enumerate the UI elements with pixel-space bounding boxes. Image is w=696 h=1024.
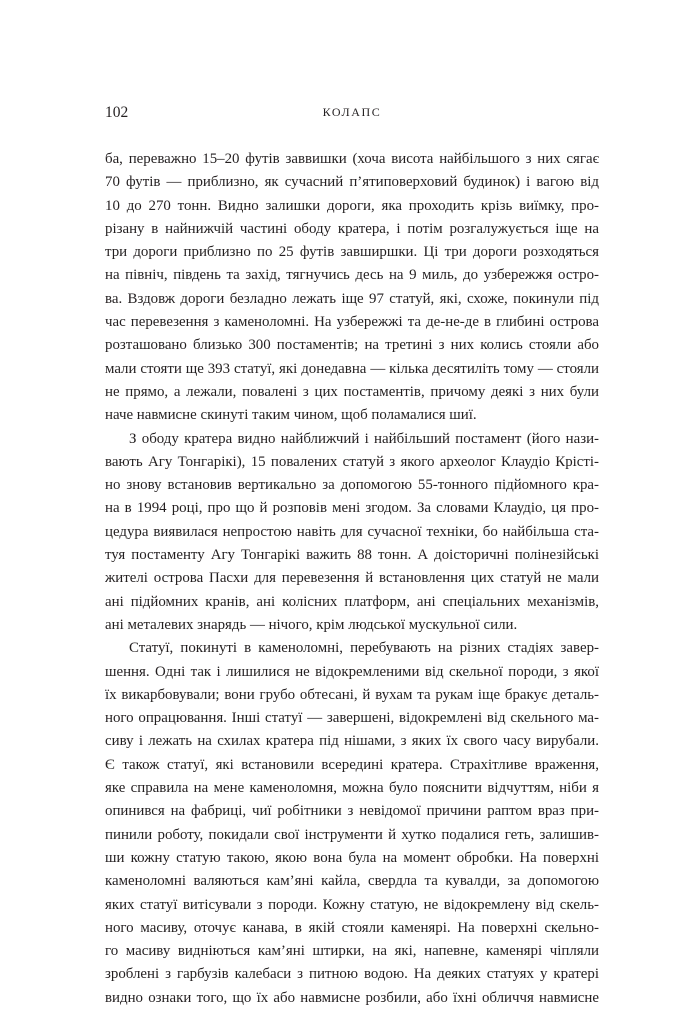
text-line: на в 1994 році, про що й розповів мені згодом. За словами Клаудіо, ця про- <box>105 500 599 517</box>
paragraph <box>105 148 599 428</box>
text-line: ані підйомних кранів, ані колісних платформ, ані спеціальних механізмів, <box>105 593 599 610</box>
text-line: наче навмисне скинуті таким чином, щоб поламалися шиї. <box>105 407 477 424</box>
text-line: го масиву видніються кам’яні штирки, на які, напевне, каменярі чіпляли <box>105 943 599 960</box>
text-line: ного масиву, оточує канава, в якій стояли каменярі. На поверхні скельно- <box>105 919 599 936</box>
text-line: 10 до 270 тонн. Видно залишки дороги, яка проходить крізь виїмку, про- <box>105 197 599 214</box>
text-line: но знову встановив вертикально за допомогою 55-тонного підйомного кра- <box>105 477 599 494</box>
body-text <box>105 148 599 1010</box>
text-line: шення. Одні так і лишилися не відокремленими від скельної породи, з якої <box>105 663 599 680</box>
text-line: видно ознаки того, що їх або навмисне розбили, або їхні обличчя навмисне <box>105 989 599 1006</box>
text-line: на північ, південь та захід, тягнучись десь на 9 миль, до узбережжя остро- <box>105 267 599 284</box>
page-header <box>105 104 599 124</box>
text-line: цедура виявилася непростою навіть для сучасної техніки, бо найбільша ста- <box>105 523 599 540</box>
text-line: сиву і лежать на схилах кратера під нішами, з яких їх свого часу вирубали. <box>105 733 599 750</box>
text-line: три дороги приблизно по 25 футів завширшки. Ці три дороги розходяться <box>105 244 599 261</box>
text-line: каменоломні валяються кам’яні кайла, свердла та кувалди, за допомогою <box>105 873 599 890</box>
text-line: 70 футів — приблизно, як сучасний п’ятиповерховий будинок) і вагою від <box>105 174 599 191</box>
text-line: мали стояти ще 393 статуї, які донедавна — кілька десятиліть тому — стояли <box>105 360 599 377</box>
text-line: Статуї, покинуті в каменоломні, перебувають на різних стадіях завер- <box>129 640 599 657</box>
text-line: яке справила на мене каменоломня, можна було пояснити відчуттям, ніби я <box>105 780 599 797</box>
running-title: КОЛАПС <box>322 105 382 119</box>
text-line: туя постаменту Агу Тонгарікі важить 88 тонн. А доісторичні полінезійські <box>105 547 599 564</box>
text-line: вають Агу Тонгарікі), 15 повалених статуй з якого археолог Клаудіо Крісті- <box>105 453 599 470</box>
text-line: їх викарбовували; вони грубо обтесані, й вухам та рукам іще бракує деталь- <box>105 686 599 703</box>
text-line: жителі острова Пасхи для перевезення й встановлення цих статуй не мали <box>105 570 599 587</box>
text-line: опинився на фабриці, чиї робітники з невідомої причини раптом враз при- <box>105 803 599 820</box>
text-line: різану в найнижчій частині ободу кратера, і потім розгалужується іще на <box>105 220 599 237</box>
text-line: не прямо, а лежали, повалені з цих постаментів, причому деякі з них були <box>105 383 599 400</box>
text-line: ба, переважно 15–20 футів заввишки (хоча висота найбільшого з них сягає <box>105 151 599 167</box>
text-line: час перевезення з каменоломні. На узбережжі та де-не-де в глибині острова <box>105 314 599 331</box>
text-line: ши кожну статую такою, якою вона була на момент обробки. На поверхні <box>105 849 599 866</box>
text-line: ного опрацювання. Інші статуї — завершені, відокремлені від скельного ма- <box>105 710 599 727</box>
text-line: Є також статуї, які встановили всередині кратера. Страхітливе враження, <box>105 756 599 773</box>
text-line: зроблені з гарбузів калебаси з питною водою. На деяких статуях у кратері <box>105 966 599 983</box>
text-line: пинили роботу, покидали свої інструменти й хутко подалися геть, залишив- <box>105 826 599 843</box>
text-line: розташовано близько 300 постаментів; на третині з них колись стояли або <box>105 337 599 354</box>
text-line: ані металевих знарядь — нічого, крім людської мускульної сили. <box>105 616 518 633</box>
paragraph <box>105 637 599 1010</box>
text-line: З ободу кратера видно найближчий і найбільший постамент (його нази- <box>129 430 599 447</box>
page-number: 102 <box>105 104 129 121</box>
text-line: ва. Вздовж дороги безладно лежать іще 97 статуй, які, схоже, покинули під <box>105 290 599 307</box>
text-line: яких статуї витісували з породи. Кожну статую, не відокремлену від скель- <box>105 896 599 913</box>
paragraph <box>105 428 599 638</box>
